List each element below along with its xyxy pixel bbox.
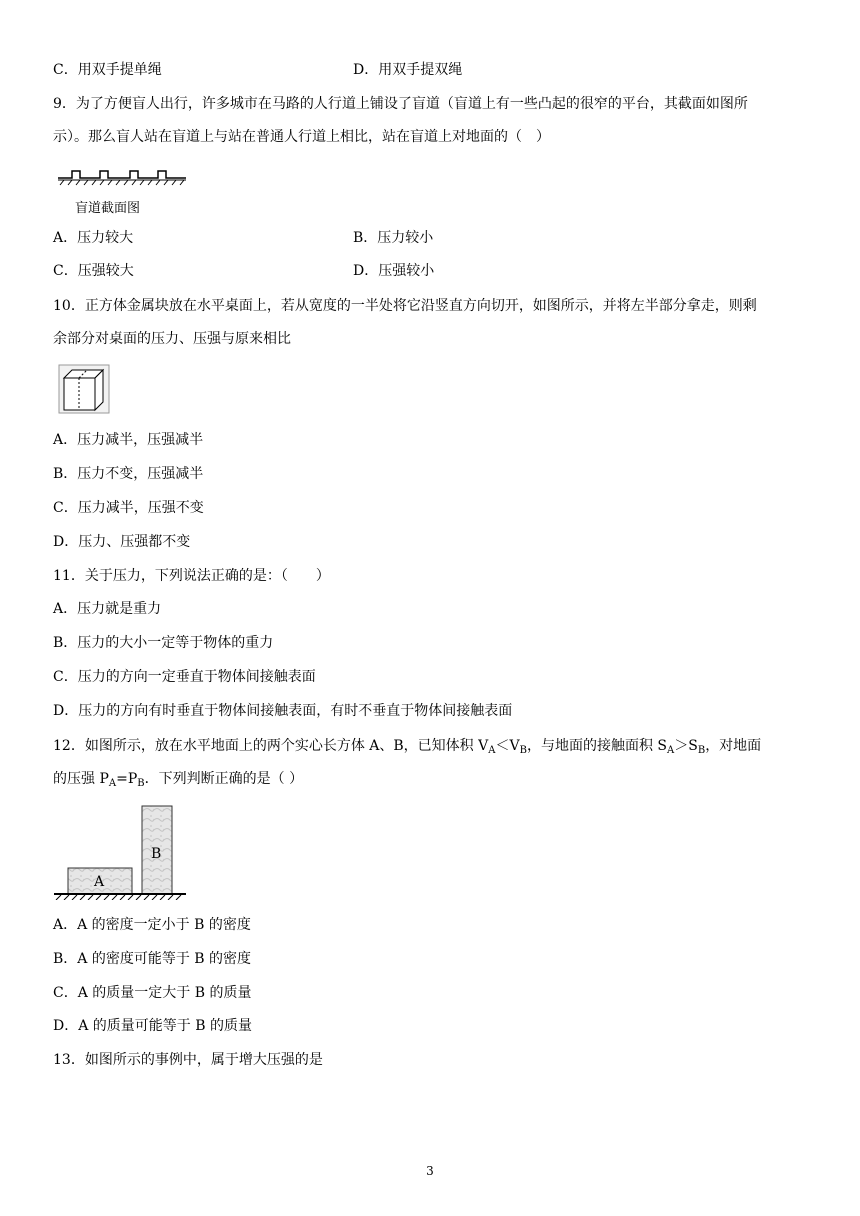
q11-option-d: D．压力的方向有时垂直于物体间接触表面，有时不垂直于物体间接触表面 xyxy=(53,703,513,719)
page-number: 3 xyxy=(426,1164,434,1178)
q11-option-c: C．压力的方向一定垂直于物体间接触表面 xyxy=(53,669,316,685)
block-b-label: B xyxy=(151,846,162,862)
block-a-label: A xyxy=(94,874,105,890)
q11-option-b: B．压力的大小一定等于物体的重力 xyxy=(53,635,274,651)
q9-stem-line1: 9．为了方便盲人出行，许多城市在马路的人行道上铺设了盲道（盲道上有一些凸起的很窄的平台，其截面如图所 xyxy=(53,96,748,112)
q8-option-c: C．用双手提单绳 xyxy=(53,62,162,78)
q13-stem: 13．如图所示的事例中，属于增大压强的是 xyxy=(53,1052,323,1068)
q11-option-a: A．压力就是重力 xyxy=(53,601,162,617)
q10-stem-line1: 10．正方体金属块放在水平桌面上，若从宽度的一半处将它沿竖直方向切开，如图所示，并将左半部分拿走，则剩 xyxy=(53,298,757,314)
cube-cut-figure xyxy=(58,364,110,414)
q11-stem: 11．关于压力，下列说法正确的是：（ ） xyxy=(53,568,330,584)
q12-option-b: B．A 的密度可能等于 B 的密度 xyxy=(53,951,252,967)
q12-option-c: C．A 的质量一定大于 B 的质量 xyxy=(53,985,252,1001)
q9-option-c: C．压强较大 xyxy=(53,263,134,279)
q12-option-a: A．A 的密度一定小于 B 的密度 xyxy=(53,917,251,933)
q10-option-a: A．压力减半，压强减半 xyxy=(53,432,204,448)
q9-option-b: B．压力较小 xyxy=(353,230,434,246)
blind-path-cross-section-figure xyxy=(58,166,190,186)
blocks-a-b-figure xyxy=(54,804,188,900)
q10-option-c: C．压力减半，压强不变 xyxy=(53,500,204,516)
q9-option-d: D．压强较小 xyxy=(353,263,435,279)
q9-option-a: A．压力较大 xyxy=(53,230,134,246)
q9-stem-line2: 示）。那么盲人站在盲道上与站在普通人行道上相比，站在盲道上对地面的（ ） xyxy=(53,129,550,145)
q12-stem-line2: 的压强 $P_A=P_B$．下列判断正确的是（ ） xyxy=(53,771,304,789)
q10-stem-line2: 余部分对桌面的压力、压强与原来相比 xyxy=(53,331,291,347)
q9-figure-caption: 盲道截面图 xyxy=(75,201,141,216)
q8-option-d: D．用双手提双绳 xyxy=(353,62,463,78)
q12-option-d: D．A 的质量可能等于 B 的质量 xyxy=(53,1018,252,1034)
q10-option-d: D．压力、压强都不变 xyxy=(53,534,191,550)
q12-stem-line1: 12．如图所示，放在水平地面上的两个实心长方体 A、B，已知体积 $V_A<V_B$，与地面的接触面积 $S_A>S_B$，对地面 xyxy=(53,738,762,756)
q10-option-b: B．压力不变，压强减半 xyxy=(53,466,204,482)
